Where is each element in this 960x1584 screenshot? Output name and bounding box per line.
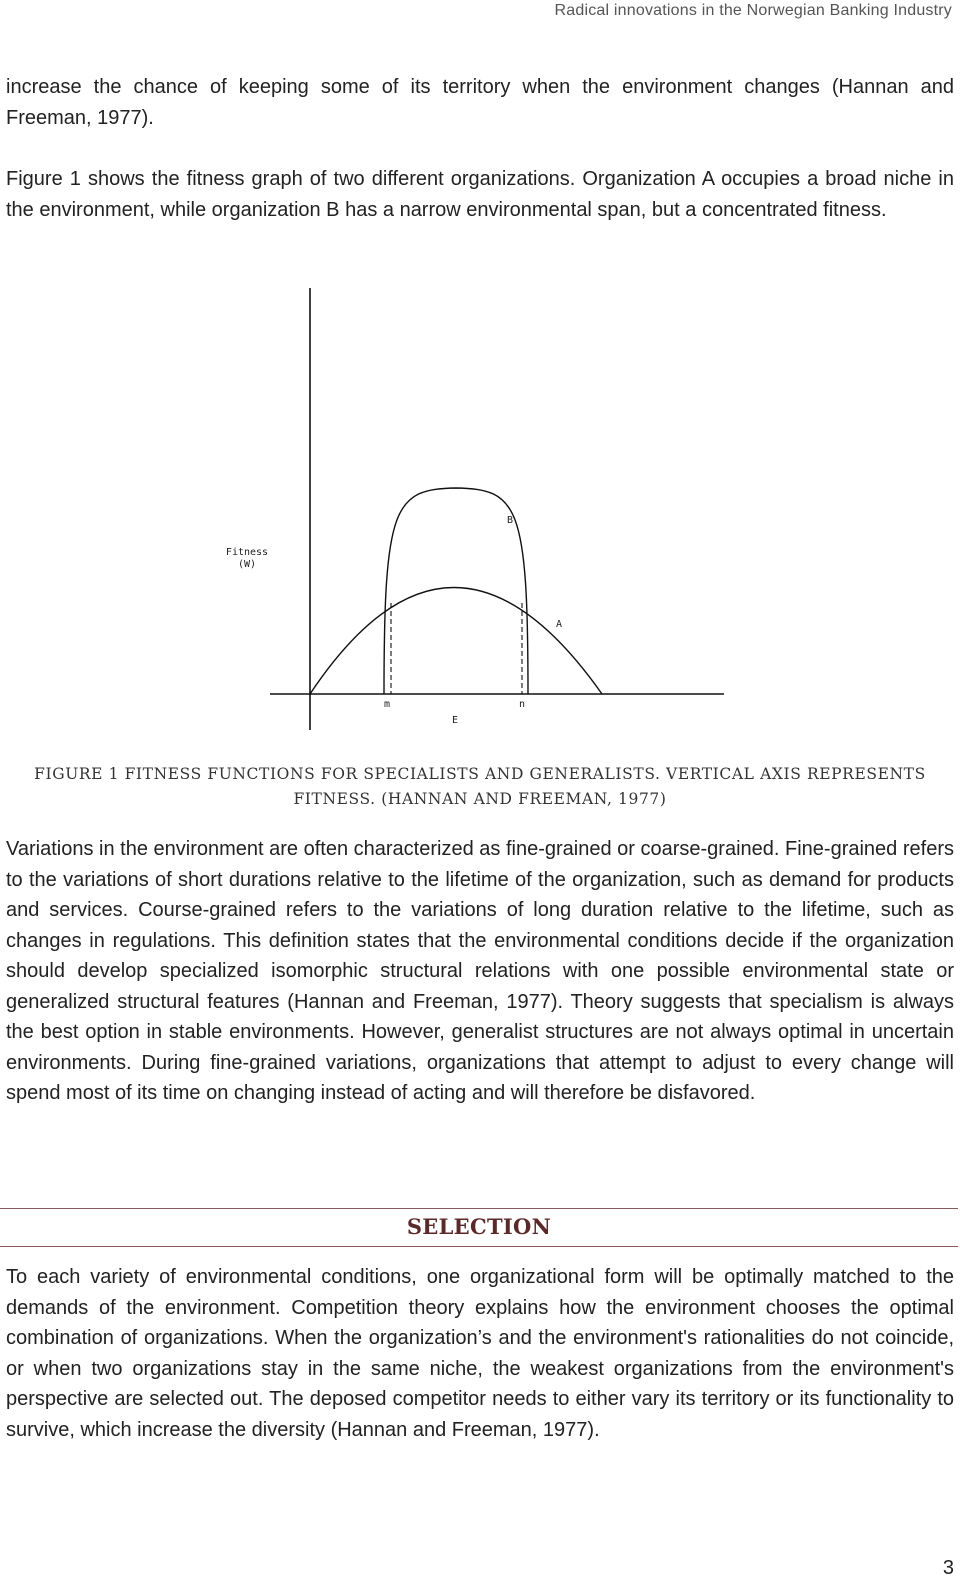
section-heading: SELECTION bbox=[406, 1214, 552, 1239]
fitness-figure bbox=[0, 285, 960, 745]
figure-caption: FIGURE 1 FITNESS FUNCTIONS FOR SPECIALISTS AND GENERALISTS. VERTICAL AXIS REPRESENTS FITNESS. (HANNAN AND FREEMAN, 1977) bbox=[34, 765, 926, 808]
running-header: Radical innovations in the Norwegian Banking Industry bbox=[554, 2, 952, 19]
x-axis-label: E bbox=[451, 715, 459, 726]
marker-n-label: n bbox=[518, 699, 526, 710]
curve-a-label: A bbox=[555, 619, 563, 630]
marker-m-label: m bbox=[383, 699, 391, 710]
y-axis-label-line2: (W) bbox=[237, 559, 257, 570]
page-number: 3 bbox=[942, 1557, 954, 1579]
curve-a-generalist bbox=[310, 588, 602, 695]
y-axis-label-line1: Fitness bbox=[225, 547, 269, 558]
paragraph-figure-reference: Figure 1 shows the fitness graph of two different organizations. Organization A occupies a broad niche in the environment, while organization B has a narrow environmental span, but a concentrated fitness. bbox=[6, 168, 954, 221]
curve-b-label: B bbox=[506, 515, 514, 526]
paragraph-selection: To each variety of environmental conditions, one organizational form will be optimally matched to the demands of the environment. Competition theory explains how the environment chooses the optimal combination of organizations. When the organization’s and the environment's rationalities do not coincide, or when two organizations stay in the same niche, the weakest organizations from the environment's perspective are selected out. The deposed competitor needs to either vary its territory or its functionality to survive, which increase the diversity (Hannan and Freeman, 1977). bbox=[6, 1266, 954, 1441]
paragraph-variations: Variations in the environment are often characterized as fine-grained or coarse-grained. Fine-grained refers to the variations of short durations relative to the lifetime of the organization, such as demand for products and services. Course-grained refers to the variations of long duration relative to the lifetime, such as changes in regulations. This definition states that the environmental conditions decide if the organization should develop specialized isomorphic structural relations with one possible environmental state or generalized structural features (Hannan and Freeman, 1977). Theory suggests that specialism is always the best option in stable environments. However, generalist structures are not always optimal in uncertain environments. During fine-grained variations, organizations that attempt to adjust to every change will spend most of its time on changing instead of acting and will therefore be disfavored. bbox=[6, 838, 954, 1104]
paragraph-intro-continuation: increase the chance of keeping some of its territory when the environment changes (Hannan and Freeman, 1977). bbox=[6, 76, 954, 129]
section-divider-top bbox=[0, 1208, 958, 1209]
section-divider-bottom bbox=[0, 1246, 958, 1247]
fitness-graph bbox=[0, 285, 960, 745]
